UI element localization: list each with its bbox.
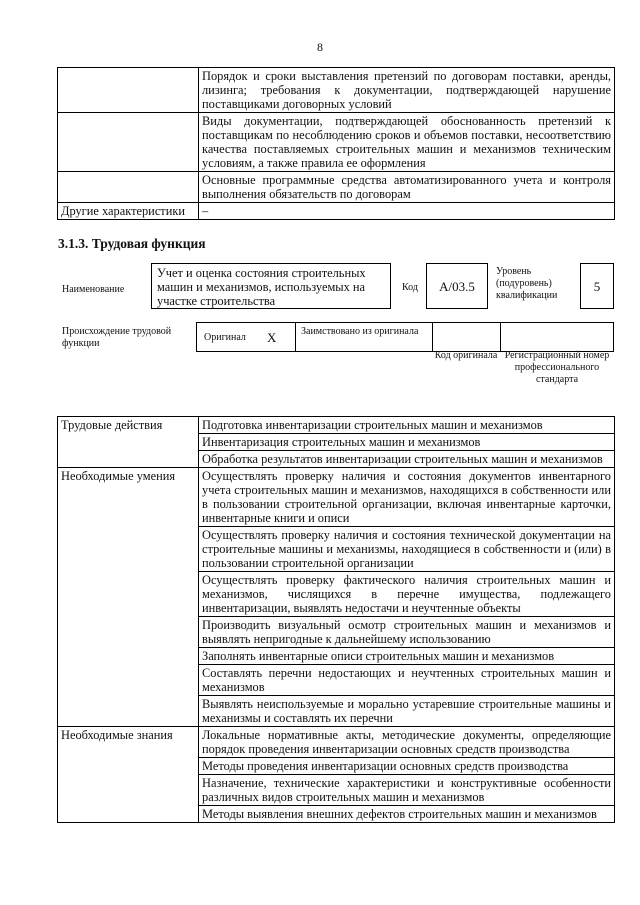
labor-function-table [57, 416, 615, 823]
group-item: Методы проведения инвентаризации основных средств производства [199, 758, 615, 775]
function-name: Учет и оценка состояния строительных машин и механизмов, используемых на участке строительства [157, 266, 366, 308]
group-item: Выявлять неиспользуемые и морально устаревшие строительные машины и механизмы и составлять их перечни [199, 696, 615, 727]
table-row [58, 417, 615, 434]
group-item: Подготовка инвентаризации строительных машин и механизмов [199, 417, 615, 434]
name-label: Наименование [62, 284, 125, 295]
section-title: 3.1.3. Трудовая функция [58, 236, 206, 251]
code-box [426, 263, 488, 309]
registration-number-caption: Регистрационный номер профессионального стандарта [504, 350, 610, 385]
table-row [58, 203, 615, 220]
table-row [58, 727, 615, 758]
group-item: Производить визуальный осмотр строительных машин и механизмов и выявлять непригодные к дальнейшему использованию [199, 617, 615, 648]
original-mark: X [267, 330, 277, 345]
knowledge-item: Виды документации, подтверждающей обоснованность претензий к поставщикам по несоблюдению сроков и объемов поставки, несоответствию качества поставляемых строительных машин и механизмов техническим условиям, а также правила ее оформления [199, 113, 615, 172]
group-item: Обработка результатов инвентаризации строительных машин и механизмов [199, 451, 615, 468]
other-characteristics-label: Другие характеристики [58, 203, 199, 220]
other-characteristics-value: – [199, 203, 615, 220]
origin-label: Происхождение трудовой функции [62, 326, 172, 349]
knowledge-item: Порядок и сроки выставления претензий по договорам поставки, аренды, лизинга; требования к документации, подтверждающей нарушение поставщиками договорных условий [199, 68, 615, 113]
borrowed-label: Заимствовано из оригинала [301, 326, 419, 337]
code-label: Код [402, 282, 418, 293]
level-label: Уровень (подуровень) квалификации [496, 266, 558, 301]
group-item: Методы выявления внешних дефектов строительных машин и механизмов [199, 806, 615, 823]
group-item: Инвентаризация строительных машин и механизмов [199, 434, 615, 451]
group-label: Необходимые умения [58, 468, 199, 727]
level-box [580, 263, 614, 309]
top-table [57, 67, 615, 220]
code-value: A/03.5 [439, 279, 475, 294]
group-label: Трудовые действия [58, 417, 199, 468]
group-item: Осуществлять проверку наличия и состояния документов инвентарного учета строительных машин и механизмов, находящихся в собственности или в пользовании строительной организации, включая инвентарные карточки, инвентарные книги и описи [199, 468, 615, 527]
name-box [151, 263, 391, 309]
group-item: Составлять перечни недостающих и неучтенных строительных машин и механизмов [199, 665, 615, 696]
group-item: Заполнять инвентарные описи строительных машин и механизмов [199, 648, 615, 665]
table-row [58, 113, 615, 172]
original-code-caption: Код оригинала [434, 350, 498, 361]
original-label: Оригинал [204, 332, 246, 343]
page-number: 8 [317, 40, 323, 54]
table-row [58, 468, 615, 527]
origin-row [196, 322, 614, 352]
level-value: 5 [593, 279, 601, 294]
table-row [58, 172, 615, 203]
group-item: Осуществлять проверку наличия и состояния технической документации на строительные машины и механизмы, находящиеся в собственности и (или) в пользовании строительной организации [199, 527, 615, 572]
table-row [58, 68, 615, 113]
group-label: Необходимые знания [58, 727, 199, 823]
knowledge-item: Основные программные средства автоматизированного учета и контроля выполнения обязательств по договорам [199, 172, 615, 203]
group-item: Назначение, технические характеристики и конструктивные особенности различных видов строительных машин и механизмов [199, 775, 615, 806]
group-item: Локальные нормативные акты, методические документы, определяющие порядок проведения инвентаризации основных средств производства [199, 727, 615, 758]
group-item: Осуществлять проверку фактического наличия строительных машин и механизмов, числящихся в перечне имущества, подлежащего инвентаризации, выявлять недостачи и неучтенные объекты [199, 572, 615, 617]
